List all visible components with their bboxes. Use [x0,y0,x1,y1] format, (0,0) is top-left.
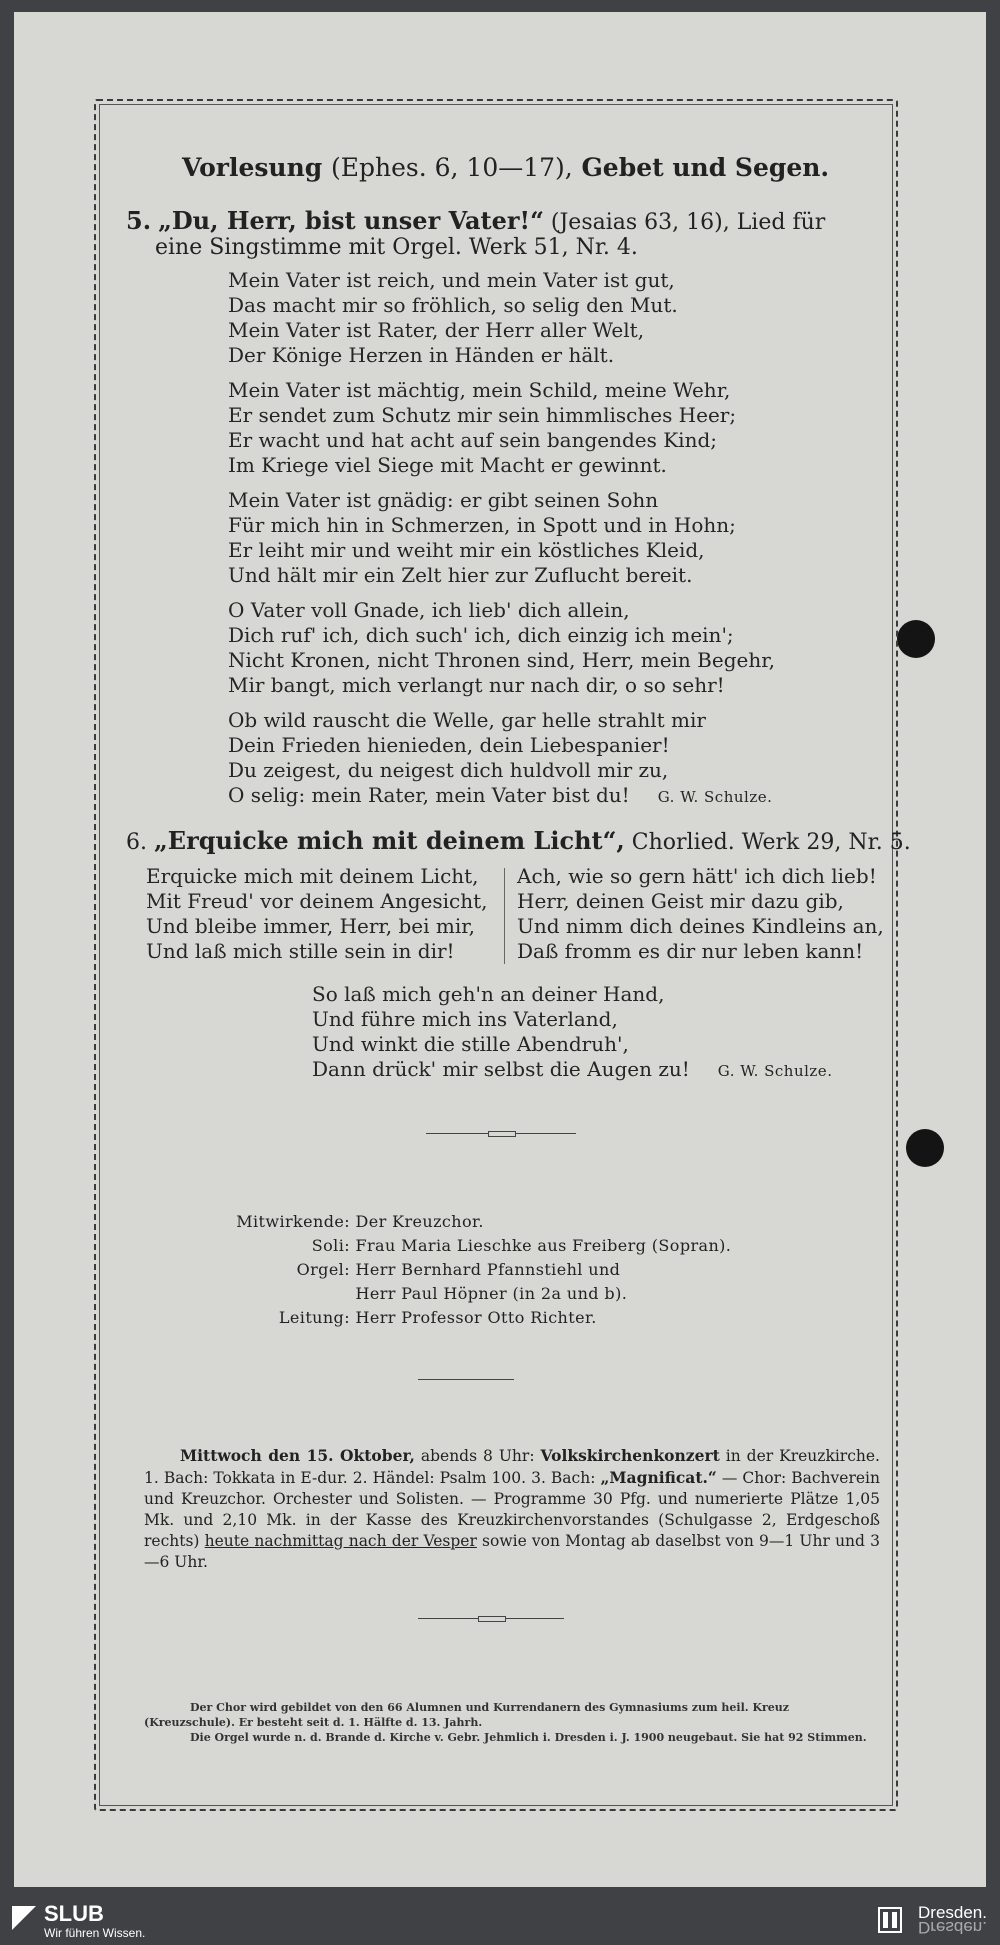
stanza: Mein Vater ist reich, und mein Vater ist gut, Das macht mir so fröhlich, so selig den Mut. Mein Vater ist Rater, der Herr aller Welt, Der Könige Herzen in Händen er hält. [228,268,678,367]
item-5-subtitle: eine Singstimme mit Orgel. Werk 51, Nr. 4. [155,235,638,260]
library-tagline: Wir führen Wissen. [44,1926,146,1940]
stanza: Mein Vater ist gnädig: er gibt seinen Sohn Für mich hin in Schmerzen, in Spott und in Hohn; Er leiht mir und weiht mir ein köstliches Kleid, Und hält mir ein Zelt hier zur Zuflucht bereit. [228,488,736,587]
punch-hole [906,1129,944,1167]
composer-signature: G. W. Schulze. [717,1062,833,1080]
paper-sheet [14,12,986,1887]
stanza: Mein Vater ist mächtig, mein Schild, meine Wehr, Er sendet zum Schutz mir sein himmlisches Heer; Er wacht und hat acht auf sein bangendes Kind; Im Kriege viel Siege mit Macht er gewinnt. [228,378,737,477]
stanza: O Vater voll Gnade, ich lieb' dich allein, Dich ruf' ich, dich such' ich, dich einzig ich mein'; Nicht Kronen, nicht Thronen sind, Herr, mein Begehr, Mir bangt, mich verlangt nur nach dir, o so sehr! [228,598,775,697]
footnote: Der Chor wird gebildet von den 66 Alumnen und Kurrendanern des Gymnasiums zum heil. Kreuz (Kreuzschule). Er besteht seit d. 1. Hälfte d. 13. Jahrh. Die Orgel wurde n. d. Brande d. Kirche v. Gebr. Jehmlich i. Dresden i. J. 1900 neugebaut. Sie hat 92 Stimmen. [144,1701,867,1744]
performers-list: Mitwirkende: Der Kreuzchor. Soli: Frau Maria Lieschke aus Freiberg (Sopran). Orgel: Herr Bernhard Pfannstiehl und Herr Paul Höpner (in 2a und b). Leitung: Herr Professor Otto Richter. [236,1212,732,1327]
item-5-title: 5. „Du, Herr, bist unser Vater!“ (Jesaias 63, 16), Lied für [126,206,826,235]
stanza-right: Ach, wie so gern hätt' ich dich lieb! Herr, deinen Geist mir dazu gib, Und nimm dich deines Kindleins an, Daß fromm es dir nur leben kann! [517,864,884,963]
city-name-reflection: Dresden. [918,1918,987,1937]
ornament-divider [418,1616,564,1622]
section-heading: Vorlesung (Ephes. 6, 10—17), Gebet und Segen. [182,153,830,182]
library-name[interactable]: SLUB [44,1901,104,1926]
ornament-divider [426,1131,576,1137]
slub-logo-icon[interactable] [12,1906,36,1930]
footer-bar [0,1895,1000,1945]
city-crest-icon [878,1907,902,1933]
final-stanza: So laß mich geh'n an deiner Hand, Und führe mich ins Vaterland, Und winkt die stille Abendruh', Dann drück' mir selbst die Augen zu! G. W. Schulze. [312,982,833,1081]
punch-hole [897,620,935,658]
stanza: Ob wild rauscht die Welle, gar helle strahlt mir Dein Frieden hienieden, dein Liebespanier! Du zeigest, du neigest dich huldvoll mir zu, O selig: mein Rater, mein Vater bist du! G. W. Schulze. [228,708,773,807]
column-divider [504,868,505,964]
composer-signature: G. W. Schulze. [657,788,773,806]
stanza-left: Erquicke mich mit deinem Licht, Mit Freud' vor deinem Angesicht, Und bleibe immer, Herr, bei mir, Und laß mich stille sein in dir! [146,864,488,963]
city-name[interactable]: Dresden. [918,1903,987,1922]
concert-announcement: Mittwoch den 15. Oktober, abends 8 Uhr: Volkskirchenkonzert in der Kreuzkirche. 1. Bach: Tokkata in E-dur. 2. Händel: Psalm 100. 3. Bach: „Magnificat.“ — Chor: Bachverein und Kreuzchor. Orchester und Solisten. — Programme 30 Pfg. und numerierte Plätze 1,05 Mk. und 2,10 Mk. in der Kasse des Kreuzkirchenvorstandes (Schulgasse 2, Erdgeschoß rechts) heute nachmittag nach der Vesper sowie von Montag ab daselbst von 9—1 Uhr und 3—6 Uhr. [144,1446,880,1571]
item-6-title: 6. „Erquicke mich mit deinem Licht“, Chorlied. Werk 29, Nr. 5. [126,826,911,855]
plain-divider [418,1377,514,1383]
